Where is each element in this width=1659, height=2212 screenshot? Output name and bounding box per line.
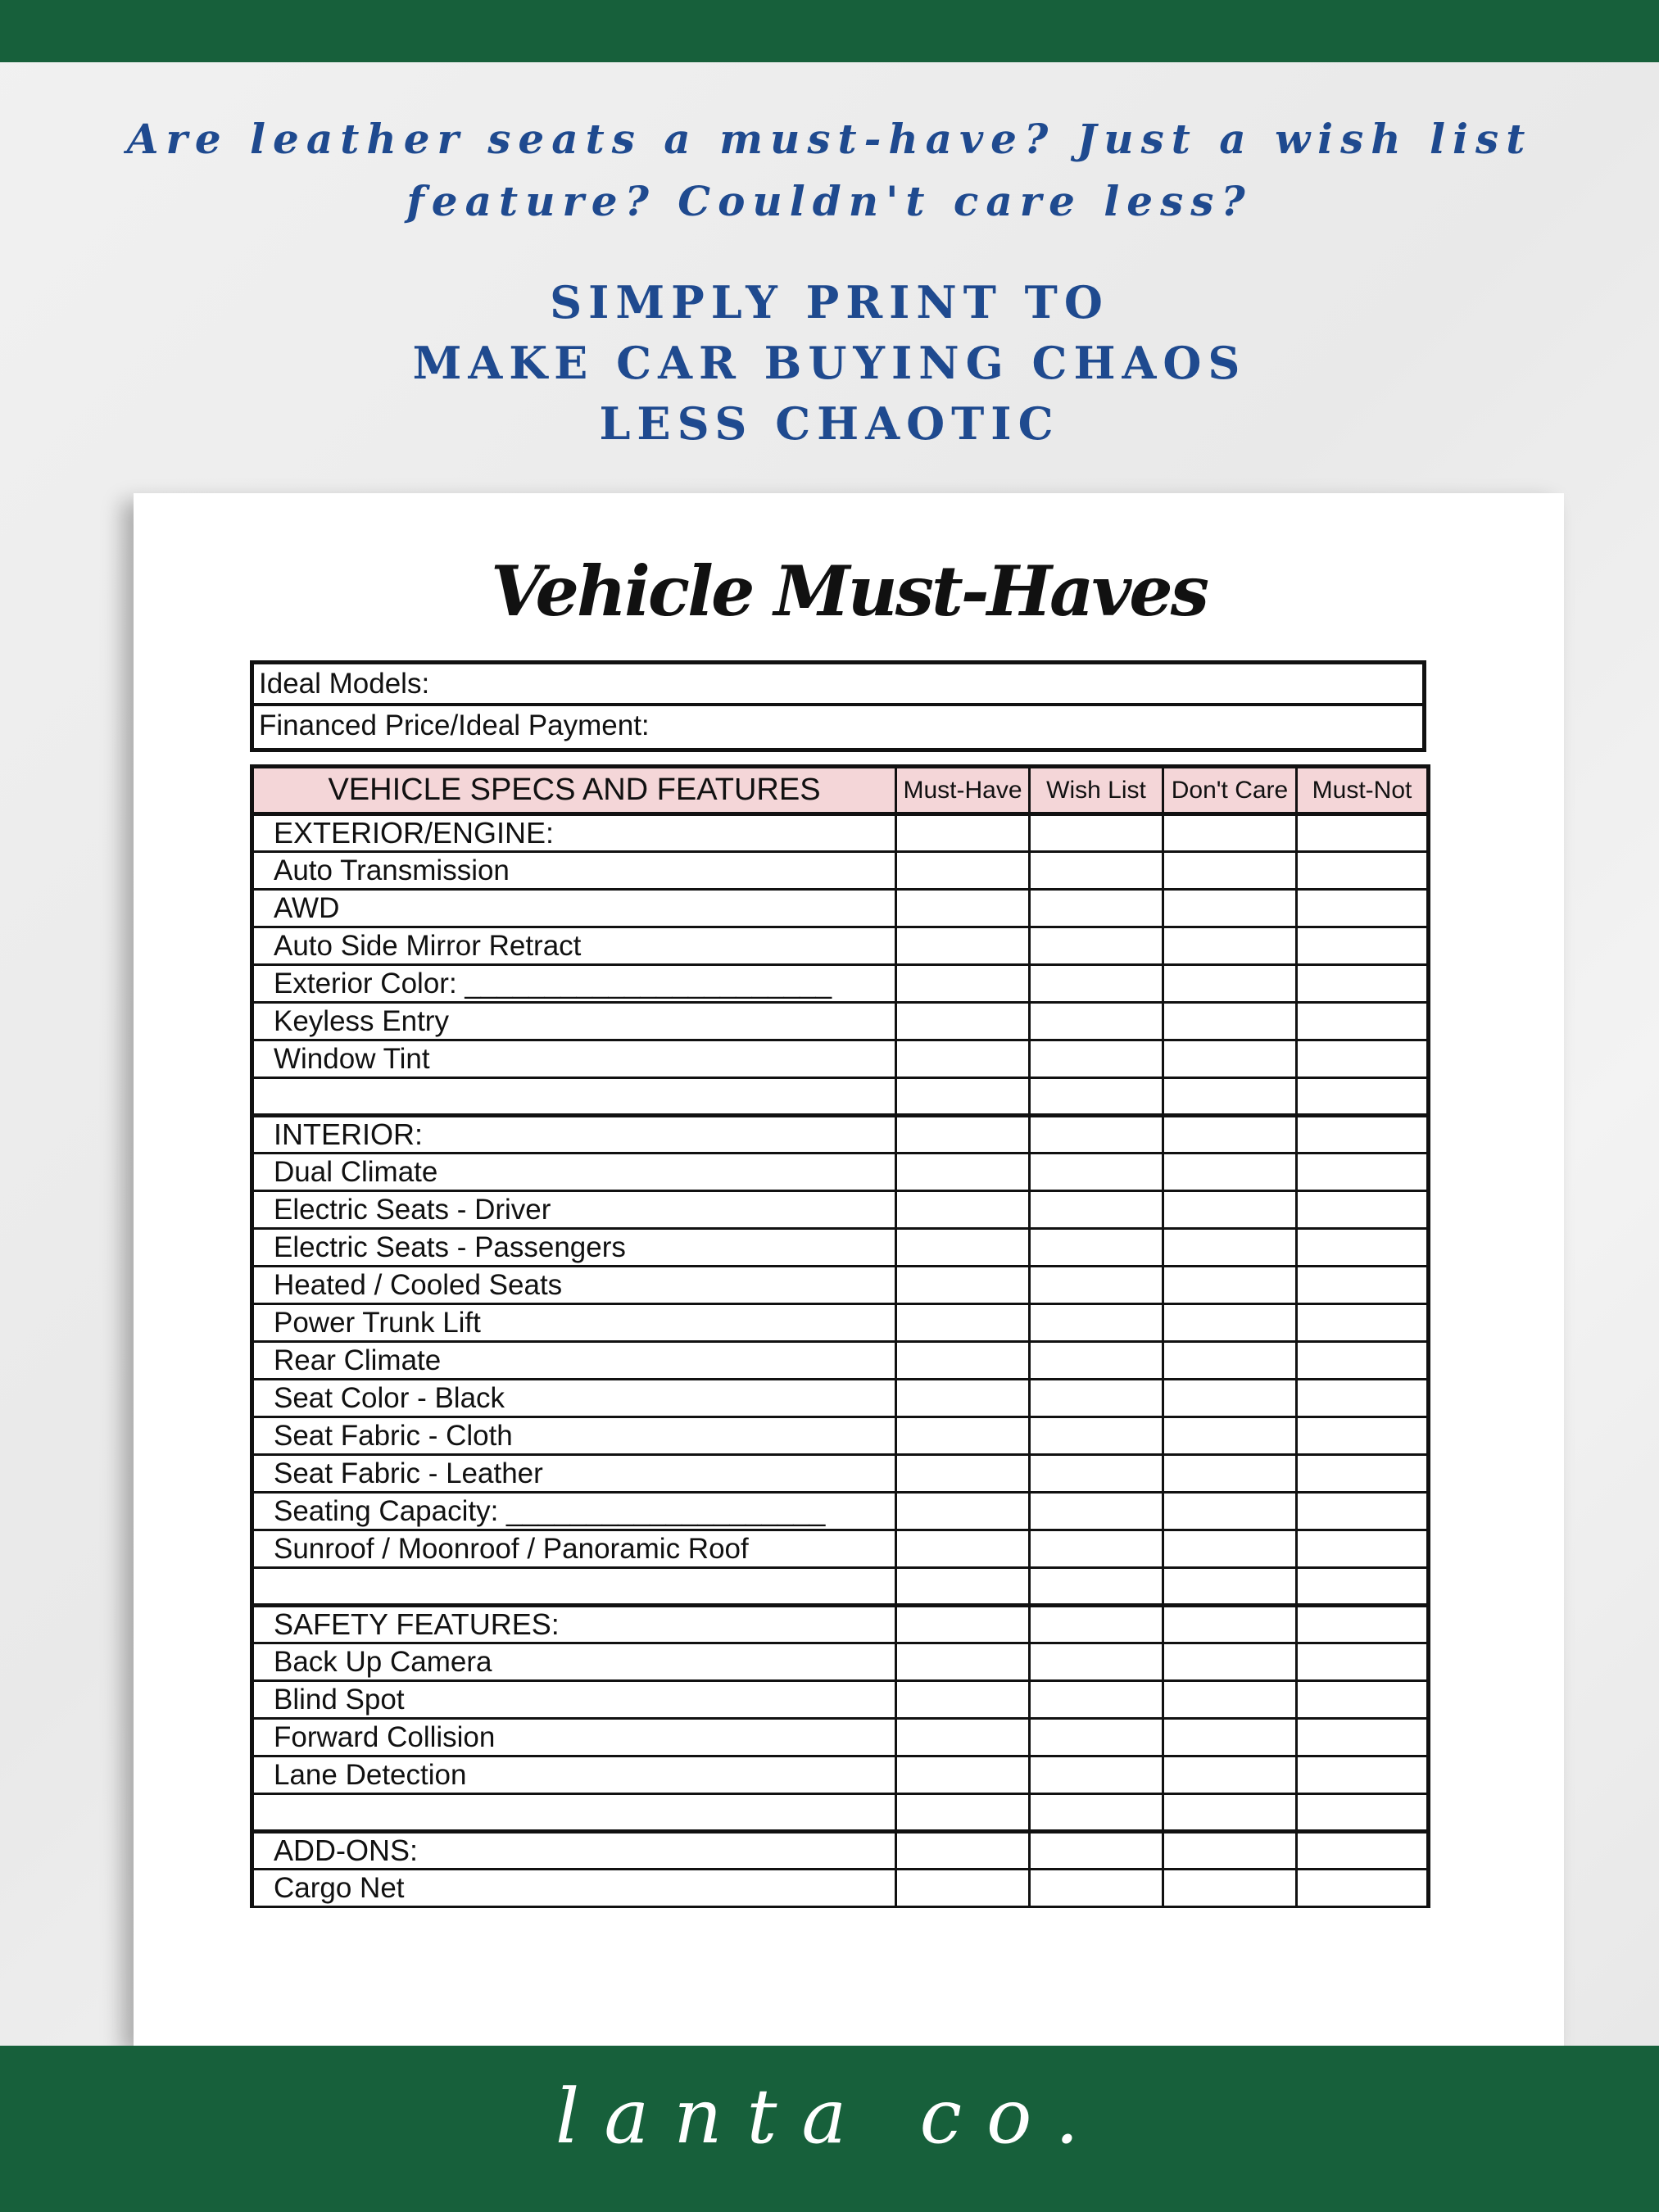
feature-label: Sunroof / Moonroof / Panoramic Roof — [252, 1530, 896, 1568]
checkbox-cell-dont-care — [1163, 1606, 1297, 1643]
checkbox-cell-dont-care — [1163, 1681, 1297, 1719]
info-row-financed-price — [254, 706, 1422, 748]
feature-label: Exterior Color: _______________________ — [252, 965, 896, 1003]
checkbox-cell-must-have — [896, 1794, 1030, 1832]
checkbox-cell-must-not — [1297, 1229, 1429, 1267]
checkbox-cell-wish-list — [1030, 1719, 1163, 1756]
feature-label: Auto Transmission — [252, 852, 896, 890]
checkbox-cell-dont-care — [1163, 1870, 1297, 1907]
checkbox-cell-must-have — [896, 1493, 1030, 1530]
table-row — [252, 1530, 1429, 1568]
table-row — [252, 1078, 1429, 1116]
checkbox-cell-dont-care — [1163, 1756, 1297, 1794]
info-label: Ideal Models: — [259, 668, 430, 700]
table-row — [252, 1794, 1429, 1832]
headline — [82, 272, 1577, 454]
checkbox-cell-must-not — [1297, 965, 1429, 1003]
table-row — [252, 1154, 1429, 1191]
feature-label: Cargo Net — [252, 1870, 896, 1907]
feature-label: Back Up Camera — [252, 1643, 896, 1681]
checkbox-cell-wish-list — [1030, 927, 1163, 965]
checkbox-cell-wish-list — [1030, 1116, 1163, 1154]
feature-label: Electric Seats - Passengers — [252, 1229, 896, 1267]
checkbox-cell-dont-care — [1163, 1342, 1297, 1380]
checkbox-cell-must-not — [1297, 1719, 1429, 1756]
section-title: ADD-ONS: — [252, 1832, 896, 1870]
checkbox-cell-wish-list — [1030, 1832, 1163, 1870]
checkbox-cell-must-have — [896, 965, 1030, 1003]
checkbox-cell-wish-list — [1030, 1455, 1163, 1493]
checkbox-cell-must-have — [896, 1116, 1030, 1154]
checkbox-cell-wish-list — [1030, 814, 1163, 852]
checkbox-cell-must-have — [896, 1832, 1030, 1870]
checkbox-cell-wish-list — [1030, 1756, 1163, 1794]
checkbox-cell-dont-care — [1163, 1493, 1297, 1530]
checkbox-cell-wish-list — [1030, 1606, 1163, 1643]
feature-label: Seat Fabric - Cloth — [252, 1417, 896, 1455]
checkbox-cell-must-have — [896, 1003, 1030, 1040]
checkbox-cell-must-have — [896, 1078, 1030, 1116]
checkbox-cell-must-not — [1297, 814, 1429, 852]
section-row — [252, 1606, 1429, 1643]
checkbox-cell-wish-list — [1030, 1003, 1163, 1040]
checkbox-cell-dont-care — [1163, 814, 1297, 852]
brand-logo: lanta co. — [555, 2073, 1104, 2160]
checkbox-cell-must-not — [1297, 1643, 1429, 1681]
top-band — [0, 0, 1659, 62]
checkbox-cell-dont-care — [1163, 965, 1297, 1003]
feature-label: Seat Fabric - Leather — [252, 1455, 896, 1493]
table-row — [252, 1870, 1429, 1907]
checkbox-cell-wish-list — [1030, 965, 1163, 1003]
table-row — [252, 1568, 1429, 1606]
checkbox-cell-must-have — [896, 852, 1030, 890]
table-row — [252, 1003, 1429, 1040]
checkbox-cell-must-have — [896, 814, 1030, 852]
checkbox-cell-must-not — [1297, 1870, 1429, 1907]
table-row — [252, 1304, 1429, 1342]
checkbox-cell-dont-care — [1163, 1229, 1297, 1267]
checkbox-cell-must-have — [896, 890, 1030, 927]
column-header-must-not: Must-Not — [1297, 767, 1429, 814]
checkbox-cell-wish-list — [1030, 1267, 1163, 1304]
column-header-dont-care: Don't Care — [1163, 767, 1297, 814]
feature-label: Blind Spot — [252, 1681, 896, 1719]
checkbox-cell-wish-list — [1030, 890, 1163, 927]
table-header-row — [252, 767, 1429, 814]
table-row — [252, 1493, 1429, 1530]
checkbox-cell-dont-care — [1163, 1568, 1297, 1606]
table-row — [252, 1040, 1429, 1078]
info-row-ideal-models — [254, 664, 1422, 706]
checkbox-cell-wish-list — [1030, 1342, 1163, 1380]
checkbox-cell-must-not — [1297, 1078, 1429, 1116]
checkbox-cell-wish-list — [1030, 1078, 1163, 1116]
checkbox-cell-must-not — [1297, 1304, 1429, 1342]
document-title: Vehicle Must-Haves — [491, 551, 1207, 632]
checkbox-cell-dont-care — [1163, 1455, 1297, 1493]
feature-label: Electric Seats - Driver — [252, 1191, 896, 1229]
feature-label: Dual Climate — [252, 1154, 896, 1191]
checkbox-cell-must-not — [1297, 1116, 1429, 1154]
feature-label: Window Tint — [252, 1040, 896, 1078]
checkbox-cell-wish-list — [1030, 1530, 1163, 1568]
checkbox-cell-must-not — [1297, 1832, 1429, 1870]
checkbox-cell-must-not — [1297, 1003, 1429, 1040]
section-row — [252, 1116, 1429, 1154]
checkbox-cell-must-not — [1297, 1455, 1429, 1493]
checkbox-cell-wish-list — [1030, 1794, 1163, 1832]
checkbox-cell-must-have — [896, 1267, 1030, 1304]
feature-label: Keyless Entry — [252, 1003, 896, 1040]
checkbox-cell-wish-list — [1030, 1643, 1163, 1681]
checkbox-cell-must-not — [1297, 1681, 1429, 1719]
table-row — [252, 1417, 1429, 1455]
checkbox-cell-dont-care — [1163, 1643, 1297, 1681]
checkbox-cell-dont-care — [1163, 927, 1297, 965]
checkbox-cell-wish-list — [1030, 1681, 1163, 1719]
specs-table — [250, 764, 1430, 1908]
checkbox-cell-must-not — [1297, 1154, 1429, 1191]
headline-line-3: LESS CHAOTIC — [599, 397, 1060, 450]
checkbox-cell-wish-list — [1030, 1154, 1163, 1191]
section-title: SAFETY FEATURES: — [252, 1606, 896, 1643]
section-title: EXTERIOR/ENGINE: — [252, 814, 896, 852]
checkbox-cell-must-not — [1297, 1191, 1429, 1229]
feature-label: Rear Climate — [252, 1342, 896, 1380]
checkbox-cell-must-have — [896, 1719, 1030, 1756]
feature-label: Seating Capacity: ____________________ — [252, 1493, 896, 1530]
checkbox-cell-must-have — [896, 1040, 1030, 1078]
checkbox-cell-dont-care — [1163, 1304, 1297, 1342]
checkbox-cell-wish-list — [1030, 1304, 1163, 1342]
feature-label: Power Trunk Lift — [252, 1304, 896, 1342]
checkbox-cell-must-not — [1297, 1417, 1429, 1455]
checkbox-cell-must-not — [1297, 1342, 1429, 1380]
checkbox-cell-dont-care — [1163, 1191, 1297, 1229]
checkbox-cell-must-have — [896, 1530, 1030, 1568]
table-row — [252, 1719, 1429, 1756]
table-row — [252, 1455, 1429, 1493]
checkbox-cell-must-not — [1297, 1380, 1429, 1417]
printable-sheet — [134, 493, 1564, 2046]
checkbox-cell-must-have — [896, 1380, 1030, 1417]
checkbox-cell-must-have — [896, 1756, 1030, 1794]
checkbox-cell-dont-care — [1163, 1116, 1297, 1154]
checkbox-cell-must-have — [896, 1342, 1030, 1380]
feature-label: Lane Detection — [252, 1756, 896, 1794]
checkbox-cell-wish-list — [1030, 1191, 1163, 1229]
section-title: INTERIOR: — [252, 1116, 896, 1154]
checkbox-cell-dont-care — [1163, 1154, 1297, 1191]
checkbox-cell-must-have — [896, 1870, 1030, 1907]
checkbox-cell-must-have — [896, 1191, 1030, 1229]
checkbox-cell-must-not — [1297, 1530, 1429, 1568]
checkbox-cell-must-not — [1297, 852, 1429, 890]
headline-line-1: SIMPLY PRINT TO — [550, 276, 1109, 329]
table-row — [252, 965, 1429, 1003]
checkbox-cell-must-have — [896, 1643, 1030, 1681]
checkbox-cell-must-have — [896, 1229, 1030, 1267]
checkbox-cell-must-not — [1297, 1568, 1429, 1606]
feature-label — [252, 1078, 896, 1116]
table-row — [252, 1191, 1429, 1229]
checkbox-cell-dont-care — [1163, 1380, 1297, 1417]
table-row — [252, 890, 1429, 927]
checkbox-cell-wish-list — [1030, 1040, 1163, 1078]
tagline: Are leather seats a must-have? Just a wish list feature? Couldn't care less? — [126, 115, 1533, 225]
checkbox-cell-must-have — [896, 1681, 1030, 1719]
checkbox-cell-must-not — [1297, 1606, 1429, 1643]
checkbox-cell-dont-care — [1163, 1078, 1297, 1116]
feature-label: Heated / Cooled Seats — [252, 1267, 896, 1304]
table-row — [252, 852, 1429, 890]
info-box — [250, 660, 1426, 752]
table-row — [252, 1681, 1429, 1719]
column-header-must-have: Must-Have — [896, 767, 1030, 814]
checkbox-cell-must-not — [1297, 890, 1429, 927]
checkbox-cell-must-have — [896, 927, 1030, 965]
specs-table-body — [252, 814, 1429, 1907]
checkbox-cell-dont-care — [1163, 1267, 1297, 1304]
checkbox-cell-must-have — [896, 1154, 1030, 1191]
headline-line-2: MAKE CAR BUYING CHAOS — [412, 337, 1247, 389]
feature-label: Auto Side Mirror Retract — [252, 927, 896, 965]
column-header-wish-list: Wish List — [1030, 767, 1163, 814]
checkbox-cell-dont-care — [1163, 890, 1297, 927]
table-row — [252, 1267, 1429, 1304]
checkbox-cell-dont-care — [1163, 1040, 1297, 1078]
checkbox-cell-wish-list — [1030, 1493, 1163, 1530]
checkbox-cell-wish-list — [1030, 1380, 1163, 1417]
checkbox-cell-wish-list — [1030, 1417, 1163, 1455]
checkbox-cell-wish-list — [1030, 1229, 1163, 1267]
checkbox-cell-dont-care — [1163, 1530, 1297, 1568]
checkbox-cell-dont-care — [1163, 1003, 1297, 1040]
column-header-specs: VEHICLE SPECS AND FEATURES — [252, 767, 896, 814]
checkbox-cell-must-have — [896, 1606, 1030, 1643]
checkbox-cell-must-not — [1297, 1040, 1429, 1078]
feature-label — [252, 1794, 896, 1832]
table-row — [252, 1756, 1429, 1794]
table-row — [252, 1643, 1429, 1681]
table-row — [252, 927, 1429, 965]
checkbox-cell-dont-care — [1163, 1832, 1297, 1870]
checkbox-cell-wish-list — [1030, 1870, 1163, 1907]
checkbox-cell-must-have — [896, 1568, 1030, 1606]
checkbox-cell-dont-care — [1163, 1417, 1297, 1455]
feature-label — [252, 1568, 896, 1606]
checkbox-cell-must-not — [1297, 1756, 1429, 1794]
feature-label: Seat Color - Black — [252, 1380, 896, 1417]
section-row — [252, 1832, 1429, 1870]
checkbox-cell-dont-care — [1163, 1719, 1297, 1756]
checkbox-cell-must-have — [896, 1304, 1030, 1342]
table-row — [252, 1380, 1429, 1417]
checkbox-cell-must-not — [1297, 927, 1429, 965]
checkbox-cell-must-not — [1297, 1267, 1429, 1304]
table-row — [252, 1229, 1429, 1267]
table-row — [252, 1342, 1429, 1380]
checkbox-cell-wish-list — [1030, 1568, 1163, 1606]
checkbox-cell-must-not — [1297, 1493, 1429, 1530]
checkbox-cell-must-not — [1297, 1794, 1429, 1832]
section-row — [252, 814, 1429, 852]
feature-label: Forward Collision — [252, 1719, 896, 1756]
checkbox-cell-dont-care — [1163, 1794, 1297, 1832]
checkbox-cell-must-have — [896, 1417, 1030, 1455]
checkbox-cell-must-have — [896, 1455, 1030, 1493]
info-label: Financed Price/Ideal Payment: — [259, 709, 650, 741]
checkbox-cell-dont-care — [1163, 852, 1297, 890]
feature-label: AWD — [252, 890, 896, 927]
checkbox-cell-wish-list — [1030, 852, 1163, 890]
